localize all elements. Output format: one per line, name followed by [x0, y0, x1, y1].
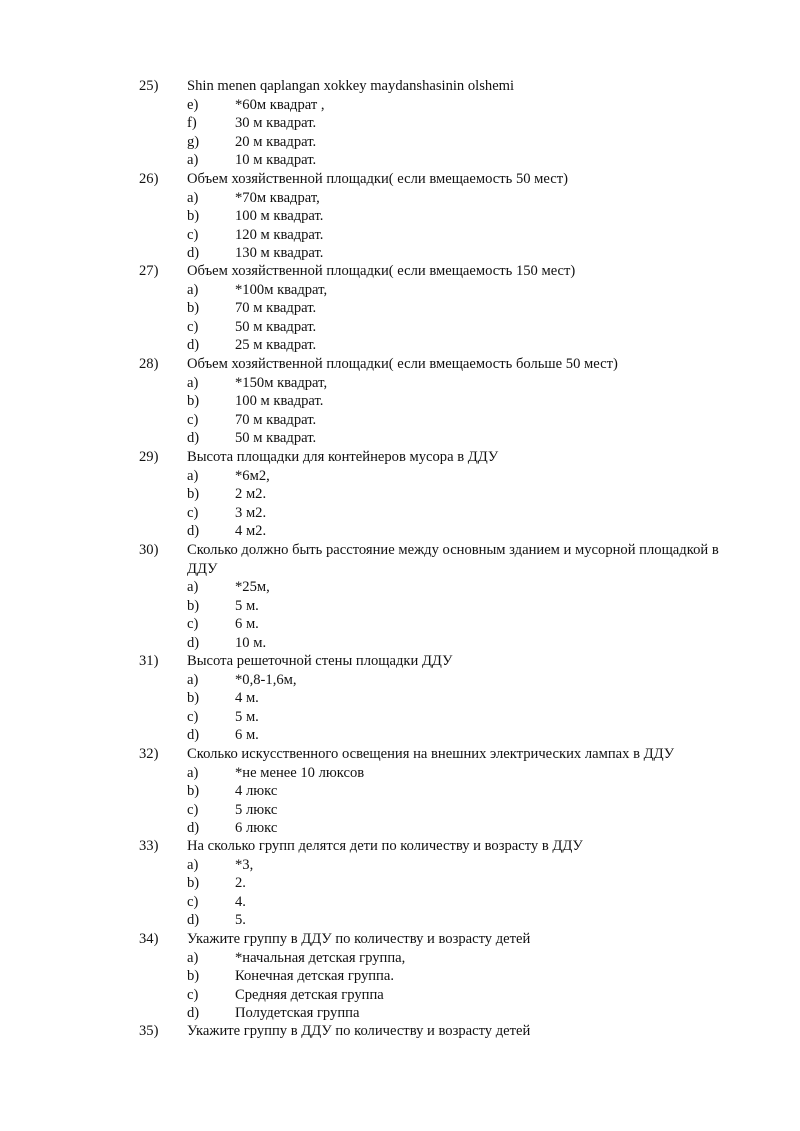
answer-option — [187, 856, 253, 875]
question-text: На сколько групп делятся дети по количеству и возрасту в ДДУ — [187, 838, 583, 854]
answer-option — [187, 671, 297, 690]
question-number: 25) — [139, 78, 159, 94]
question-number: 34) — [139, 931, 159, 947]
option-letter: d) — [187, 245, 200, 261]
answer-option — [187, 336, 316, 355]
option-text: 100 м квадрат. — [235, 208, 324, 224]
option-letter: c) — [187, 616, 199, 632]
option-letter: d) — [187, 337, 200, 353]
question-text: Объем хозяйственной площадки( если вмещаемость 50 мест) — [187, 171, 568, 187]
option-text: *25м, — [235, 579, 270, 595]
option-letter: d) — [187, 523, 200, 539]
question — [139, 837, 739, 856]
option-text: 30 м квадрат. — [235, 115, 317, 131]
option-letter: a) — [187, 671, 199, 688]
option-letter: b) — [187, 486, 200, 502]
answer-option — [187, 689, 259, 708]
question — [139, 262, 739, 281]
question-text: Сколько искусственного освещения на внешних электрических лампах в ДДУ — [187, 746, 675, 762]
option-letter: a) — [187, 152, 199, 168]
option-text: *60м квадрат , — [235, 96, 325, 113]
option-letter: c) — [187, 318, 199, 335]
option-letter: a) — [187, 189, 199, 206]
option-letter: d) — [187, 727, 200, 743]
option-letter: c) — [187, 893, 199, 910]
option-text: 70 м квадрат. — [235, 300, 317, 316]
question — [139, 355, 739, 374]
option-letter: d) — [187, 430, 200, 446]
answer-option — [187, 1004, 359, 1023]
question-number: 32) — [139, 746, 159, 762]
option-text: 10 м квадрат. — [235, 152, 317, 168]
option-letter: b) — [187, 875, 200, 891]
option-text: Полудетская группа — [235, 1005, 360, 1021]
question — [139, 652, 739, 671]
option-text: 6 м. — [235, 616, 259, 632]
option-text: Средняя детская группа — [235, 986, 384, 1003]
option-text: Конечная детская группа. — [235, 968, 394, 984]
option-text: 25 м квадрат. — [235, 337, 317, 353]
question-number: 27) — [139, 263, 159, 279]
option-letter: e) — [187, 96, 199, 113]
question-text: Высота решеточной стены площадки ДДУ — [187, 653, 453, 669]
option-text: *3, — [235, 856, 254, 873]
option-letter: b) — [187, 597, 200, 614]
answer-option — [187, 874, 246, 893]
option-letter: b) — [187, 690, 200, 706]
question — [139, 1022, 739, 1041]
option-text: 6 люкс — [235, 820, 278, 836]
option-text: 5 м. — [235, 597, 259, 614]
option-text: *6м2, — [235, 467, 270, 484]
question-text: Shin menen qaplangan xokkey maydanshasinin olshemi — [187, 78, 515, 94]
answer-option — [187, 281, 327, 300]
answer-option — [187, 578, 270, 597]
question-number: 28) — [139, 356, 159, 372]
question-number: 35) — [139, 1023, 159, 1039]
option-text: 120 м квадрат. — [235, 226, 324, 243]
answer-option — [187, 151, 316, 170]
option-letter: c) — [187, 411, 199, 428]
answer-option — [187, 189, 320, 208]
option-text: 50 м квадрат. — [235, 318, 317, 335]
option-letter: d) — [187, 1005, 200, 1021]
option-letter: c) — [187, 226, 199, 243]
question — [139, 77, 739, 96]
option-letter: b) — [187, 393, 200, 409]
answer-option — [187, 634, 266, 653]
option-text: 4 м. — [235, 690, 259, 706]
option-text: 5 м. — [235, 708, 259, 725]
answer-option — [187, 986, 384, 1005]
option-letter: a) — [187, 764, 199, 781]
question-number: 26) — [139, 171, 159, 187]
question-text: Укажите группу в ДДУ по количеству и возрасту детей — [187, 931, 531, 947]
answer-option — [187, 207, 323, 226]
question — [139, 448, 739, 467]
option-letter: b) — [187, 968, 200, 984]
answer-option — [187, 244, 323, 263]
question — [139, 930, 739, 949]
answer-option — [187, 485, 266, 504]
option-text: 6 м. — [235, 727, 259, 743]
option-text: 5 люкс — [235, 801, 278, 818]
option-letter: a) — [187, 281, 199, 298]
question — [139, 170, 739, 189]
answer-option — [187, 597, 259, 616]
answer-option — [187, 708, 259, 727]
option-text: 4 м2. — [235, 523, 267, 539]
option-letter: a) — [187, 467, 199, 484]
answer-option — [187, 429, 316, 448]
option-letter: b) — [187, 300, 200, 316]
answer-option — [187, 467, 270, 486]
option-letter: b) — [187, 783, 200, 799]
option-letter: a) — [187, 856, 199, 873]
answer-option — [187, 801, 277, 820]
answer-option — [187, 949, 405, 968]
answer-option — [187, 764, 364, 783]
option-text: 5. — [235, 912, 246, 928]
option-text: *не менее 10 люксов — [235, 764, 365, 781]
answer-option — [187, 504, 266, 523]
question-text: Укажите группу в ДДУ по количеству и возрасту детей — [187, 1023, 531, 1039]
option-letter: f) — [187, 115, 197, 131]
answer-option — [187, 615, 259, 634]
option-text: 100 м квадрат. — [235, 393, 324, 409]
option-text: 130 м квадрат. — [235, 245, 324, 261]
option-letter: c) — [187, 708, 199, 725]
option-text: *150м квадрат, — [235, 374, 328, 391]
answer-option — [187, 782, 277, 801]
option-letter: g) — [187, 133, 200, 150]
answer-option — [187, 374, 327, 393]
answer-option — [187, 967, 394, 986]
option-letter: d) — [187, 912, 200, 928]
question-text: Сколько должно быть расстояние между основным зданием и мусорной площадкой в ДДУ — [187, 542, 719, 577]
option-letter: c) — [187, 986, 199, 1003]
option-letter: c) — [187, 801, 199, 818]
option-letter: c) — [187, 504, 199, 521]
question-number: 33) — [139, 838, 159, 854]
answer-option — [187, 911, 246, 930]
option-letter: b) — [187, 208, 200, 224]
question — [139, 541, 739, 578]
option-text: 4. — [235, 893, 246, 910]
option-text: *70м квадрат, — [235, 189, 320, 206]
answer-option — [187, 114, 316, 133]
answer-option — [187, 96, 325, 115]
option-text: 10 м. — [235, 634, 267, 651]
question-number: 31) — [139, 653, 159, 669]
question-text: Объем хозяйственной площадки( если вмещаемость 150 мест) — [187, 263, 576, 279]
option-text: 2. — [235, 875, 246, 891]
question-number: 30) — [139, 542, 159, 558]
question-text: Высота площадки для контейнеров мусора в ДДУ — [187, 449, 499, 465]
answer-option — [187, 522, 266, 541]
option-letter: d) — [187, 820, 200, 836]
option-letter: a) — [187, 949, 199, 966]
option-text: 70 м квадрат. — [235, 411, 317, 428]
answer-option — [187, 726, 259, 745]
option-text: 3 м2. — [235, 504, 267, 521]
question-number: 29) — [139, 449, 159, 465]
answer-option — [187, 133, 316, 152]
option-text: 2 м2. — [235, 486, 267, 502]
answer-option — [187, 819, 277, 838]
answer-option — [187, 318, 316, 337]
answer-option — [187, 411, 316, 430]
question-text: Объем хозяйственной площадки( если вмещаемость больше 50 мест) — [187, 356, 618, 372]
answer-option — [187, 299, 316, 318]
option-text: 20 м квадрат. — [235, 133, 317, 150]
option-letter: a) — [187, 374, 199, 391]
answer-option — [187, 226, 323, 245]
answer-option — [187, 893, 246, 912]
option-letter: a) — [187, 579, 199, 595]
question — [139, 745, 739, 764]
option-text: 4 люкс — [235, 783, 278, 799]
option-letter: d) — [187, 634, 200, 651]
option-text: *0,8-1,6м, — [235, 671, 297, 688]
answer-option — [187, 392, 323, 411]
option-text: 50 м квадрат. — [235, 430, 317, 446]
option-text: *начальная детская группа, — [235, 949, 406, 966]
option-text: *100м квадрат, — [235, 281, 328, 298]
